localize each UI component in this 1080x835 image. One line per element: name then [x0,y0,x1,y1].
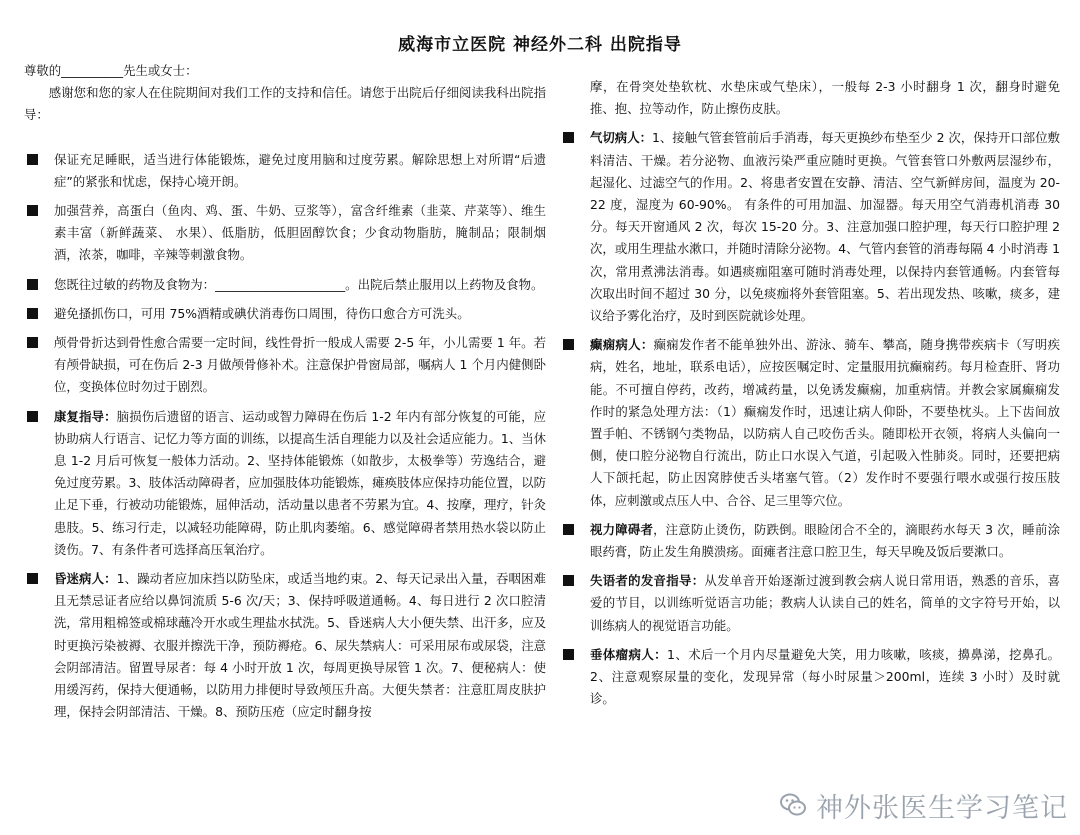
item-text: 1、接触气管套管前后手消毒，每天更换纱布垫至少 2 次，保持开口部位敷料清洁、干燥。若分泌物、血液污染严重应随时更换。气管套管口外敷两层湿纱布，起湿化、过滤空气的作用。2、将患者安置在安静、清洁、空气新鲜房间，温度为 20-22 度，湿度为 60-90%。 有条件的可用加温、加湿器。每天用空气消毒机消毒 30 分。每天开窗通风 2 次，每次 15-20 分。3、注意加强口腔护理，每天行口腔护理 2 次，或用生理盐水漱口，并随时清除分泌物。4、气管内套管的消毒每隔 4 小时消毒 1 次，常用煮沸法消毒。如遇痰痂阻塞可随时消毒处理，以保持内套管通畅。内套管每次取出时间不超过 30 分，以免痰痂将外套管阻塞。5、若出现发热、咳嗽，痰多，建议给予雾化治疗，及时到医院就诊处理。 [590,130,1060,324]
square-bullet-icon [27,337,38,348]
item-heading: 昏迷病人： [54,571,117,587]
item-text: 加强营养，高蛋白（鱼肉、鸡、蛋、牛奶、豆浆等），富含纤维素（韭菜、芹菜等）、维生素丰富（新鲜蔬菜、 水果）、低脂肪，低胆固醇饮食；少食动物脂肪，腌制品；限制烟酒，浓茶，咖啡，辛辣等刺激食物。 [54,203,546,263]
left-column [24,60,546,730]
square-bullet-icon [563,132,574,143]
list-item [24,332,546,399]
list-item [24,149,546,193]
list-item [24,568,546,723]
item-text: 1、术后一个月内尽量避免大笑，用力咳嗽，咳痰，擤鼻涕，挖鼻孔。2、注意观察尿量的变化，发现异常（每小时尿量＞200ml，连续 3 小时）及时就诊。 [590,646,1061,707]
square-bullet-icon [27,205,38,216]
intro-paragraph: 感谢您和您的家人在住院期间对我们工作的支持和信任。请您于出院后仔细阅读我科出院指导： [24,85,546,123]
greeting: 尊敬的__________先生或女士： [24,63,198,78]
item-heading: 垂体瘤病人： [590,646,668,662]
list-item [560,519,1060,563]
item-text: ，注意防止烫伤，防跌倒。眼睑闭合不全的，滴眼药水每天 3 次，睡前涂眼药膏，防止发生角膜溃疡。面瘫者注意口腔卫生，每天早晚及饭后要漱口。 [590,521,1060,560]
square-bullet-icon [27,308,38,319]
list-item [560,644,1060,711]
item-heading: 康复指导： [54,408,117,424]
square-bullet-icon [27,279,38,290]
item-text: 您既往过敏的药物及食物为：_____________________。出院后禁止服用以上药物及食物。 [54,276,544,292]
item-text: 从发单音开始逐渐过渡到教会病人说日常用语，熟悉的音乐，喜爱的节目，以训练听觉语言功能；教病人认读自己的姓名，简单的文字符号开始，以训练病人的视觉语言功能。 [590,573,1061,633]
list-item [24,303,546,325]
item-text: 脑损伤后遗留的语言、运动或智力障碍在伤后 1-2 年内有部分恢复的可能，应协助病人行语言、记忆力等方面的训练，以提高生活自理能力以及社会适应能力。1、当休息 1-2 月后可恢复一般体力活动。2、坚持体能锻炼（如散步，太极拳等）劳逸结合，避免过度劳累。3、肢体活动障碍者，应加强肢体功能锻炼，瘫痪肢体应保持功能位置，以防止足下垂，行被动功能锻炼，屈伸活动，活动量以患者不劳累为宜。4、按摩，理疗，针灸患肢。5、练习行走，以减轻功能障碍，防止肌肉萎缩。6、感觉障碍者禁用热水袋以防止烫伤。7、有条件者可选择高压氧治疗。 [54,408,546,557]
list-item [560,570,1060,637]
page-title: 威海市立医院 神经外二科 出院指导 [398,35,682,55]
item-heading: 癫痫病人： [590,337,654,353]
square-bullet-icon [563,339,574,350]
item-heading: 视力障碍者 [590,521,654,537]
spacer [24,127,546,149]
watermark [778,787,1068,823]
square-bullet-icon [563,524,574,535]
continuation-paragraph: 摩，在骨突处垫软枕、水垫床或气垫床），一般每 2-3 小时翻身 1 次，翻身时避免推、抱、拉等动作，防止擦伤皮肤。 [590,79,1060,117]
item-text: 避免搔抓伤口，可用 75%酒精或碘伏消毒伤口周围，待伤口愈合方可洗头。 [54,305,470,321]
square-bullet-icon [563,575,574,586]
item-heading: 失语者的发音指导： [590,573,705,589]
list-item [560,127,1060,327]
right-item-list [560,127,1060,710]
right-column [560,76,1060,717]
list-item [24,274,546,296]
list-item [24,406,546,561]
item-text: 癫痫发作者不能单独外出、游泳、骑车、攀高，随身携带疾病卡（写明疾病，姓名，地址，联系电话），应按医嘱定时、定量服用抗癫痫药。每月检查肝、肾功能。不可擅自停药，改药，增减药量，以免诱发癫痫，加重病情。并教会家属癫痫发作时的紧急处理方法：（1）癫痫发作时，迅速让病人仰卧，不要垫枕头。上下齿间放置手帕、不锈钢勺类物品，以防病人自己咬伤舌头。随即松开衣领，将病人头偏向一侧，使口腔分泌物自行流出，防止口水误入气道，引起吸入性肺炎。同时，还要把病人下颌托起，防止因窝脖使舌头堵塞气管。（2）发作时不要强行喂水或强行按压肢体，应刺激或点压人中、合谷、足三里等穴位。 [590,337,1061,508]
item-text: 1、躁动者应加床挡以防坠床，或适当地约束。2、每天记录出入量，吞咽困难且无禁忌证者应给以鼻饲流质 5-6 次/天；3、保持呼吸道通畅。4、每日进行 2 次口腔清洗，常用粗棉签或棉球蘸冷开水或生理盐水拭洗。5、昏迷病人大小便失禁、出汗多，应及时更换污染被褥、衣服并擦洗干净，预防褥疮。6、尿失禁病人：可采用尿布或尿袋，注意会阴部清洁。留置导尿者：每 4 小时开放 1 次，每周更换导尿管 1 次。7、便秘病人：使用缓泻药，保持大便通畅，以防用力排便时导致颅压升高。大便失禁者：注意肛周皮肤护理，保持会阴部清洁、干燥。8、预防压疮（应定时翻身按 [54,571,546,720]
watermark-text: 神外张医生学习笔记 [816,792,1068,824]
left-item-list [24,149,546,724]
item-text: 保证充足睡眠，适当进行体能锻炼，避免过度用脑和过度劳累。解除思想上对所谓“后遗症”的紧张和忧虑，保持心境开朗。 [54,151,546,189]
wechat-icon [778,790,808,820]
list-item [24,200,546,267]
item-heading: 气切病人： [590,130,652,146]
item-text: 颅骨骨折达到骨性愈合需要一定时间，线性骨折一般成人需要 2-5 年，小儿需要 1 年。若有颅骨缺损，可在伤后 2-3 月做颅骨修补术。注意保护骨窗局部，嘱病人 1 个月内健侧卧位，变换体位时勿过于剧烈。 [54,335,546,395]
square-bullet-icon [27,154,38,165]
square-bullet-icon [27,411,38,422]
square-bullet-icon [563,649,574,660]
list-item [560,334,1060,512]
square-bullet-icon [27,573,38,584]
